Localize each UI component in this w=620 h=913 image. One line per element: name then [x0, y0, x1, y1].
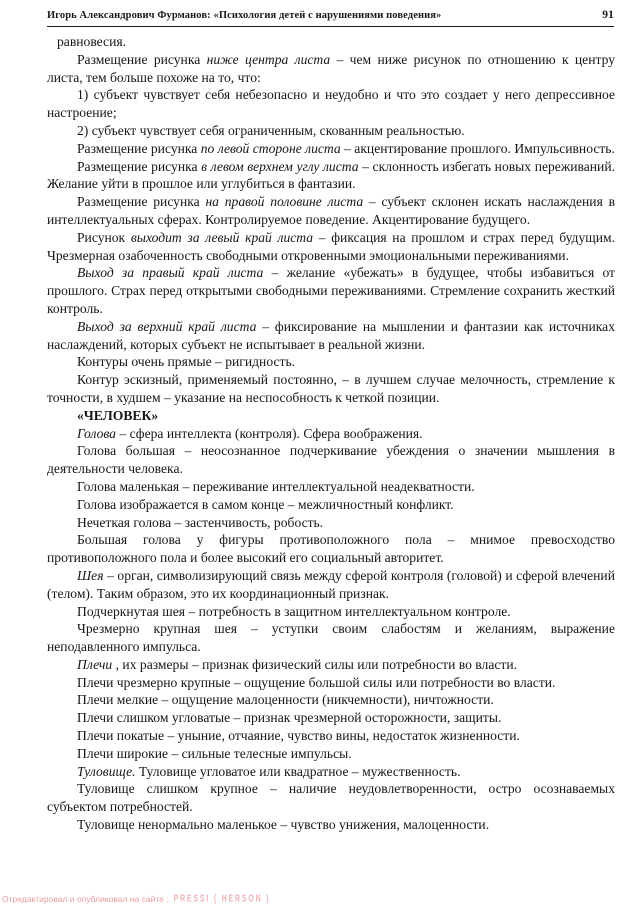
paragraph [47, 603, 615, 621]
text-run: – акцентирование прошлого. Импульсивность. [340, 140, 615, 156]
paragraph [47, 691, 615, 709]
text-run: Плечи чрезмерно крупные – ощущение большой силы или потребности во власти. [77, 674, 556, 690]
section-heading [47, 407, 615, 425]
text-run: Размещение рисунка [77, 51, 207, 67]
text-run: «ЧЕЛОВЕК» [77, 407, 159, 423]
paragraph [47, 478, 615, 496]
paragraph [47, 763, 615, 781]
text-run: – фиксация на прошлом и страх перед будущим. Чрезмерная озабоченность свободными откровенными эмоциональными переживаниями. [47, 229, 615, 263]
text-run: Голова маленькая – переживание интеллектуальной неадекватности. [77, 478, 475, 494]
text-run: Туловище ненормально маленькое – чувство унижения, малоценности. [77, 817, 490, 833]
text-run: 1) субъект чувствует себя небезопасно и неудобно и что это создает у него депрессивное настроение; [47, 87, 615, 121]
page-number: 91 [602, 9, 614, 21]
text-run: Большая голова у фигуры противоположного пола – мнимое превосходство противоположного пола и более высокий его социальный авторитет. [47, 532, 615, 566]
text-run: Туловище угловатое или квадратное – мужественность. [135, 763, 461, 779]
text-run: – чем ниже рисунок по отношению к центру листа, тем больше похоже на то, что: [47, 51, 616, 85]
paragraph [47, 425, 615, 443]
text-run: – склонность избегать новых переживаний. Желание уйти в прошлое или углубиться в фантазии. [47, 158, 615, 192]
paragraph [47, 264, 615, 317]
paragraph [47, 727, 615, 745]
text-run: на правой половине листа [205, 194, 364, 210]
text-run: – желание «убежать» в будущее, чтобы избавиться от прошлого. Страх перед открытыми свободными переживаниями. Стремление сохранить жесткий контроль. [47, 265, 615, 316]
text-run: по левой стороне листа [200, 140, 341, 156]
text-run: Туловище. [77, 763, 136, 779]
text-run: Плечи широкие – сильные телесные импульсы. [77, 745, 352, 761]
text-run: ниже центра листа [206, 51, 331, 67]
text-run: Подчеркнутая шея – потребность в защитном интеллектуальном контроле. [77, 603, 511, 619]
book-title: Игорь Александрович Фурманов: «Психология детей с нарушениями поведения» [47, 10, 442, 21]
text-run: – фиксирование на мышлении и фантазии как источниках наслаждений, которых субъект не испытывает в реальной жизни. [47, 318, 615, 352]
text-run: в левом верхнем углу листа [201, 158, 359, 174]
text-run: Плечи слишком угловатые – признак чрезмерной осторожности, защиты. [77, 710, 502, 726]
text-run: Чрезмерно крупная шея – уступки своим слабостям и желаниям, выражение неподавленного импульса. [47, 621, 615, 655]
text-run: 2) субъект чувствует себя ограниченным, скованным реальностью. [77, 122, 465, 138]
text-run: Контуры очень прямые – ригидность. [77, 354, 296, 370]
paragraph [47, 86, 615, 122]
text-run: Голова большая – неосознанное подчеркивание убеждения о значении мышления в деятельности человека. [47, 443, 615, 477]
paragraph [47, 816, 615, 834]
paragraph [47, 229, 615, 265]
paragraph [47, 656, 615, 674]
text-run: равновесия. [57, 34, 126, 49]
paragraph [47, 620, 615, 656]
paragraph [47, 514, 615, 532]
paragraph [47, 318, 615, 354]
paragraph [47, 567, 615, 603]
text-run: – сфера интеллекта (контроля). Сфера воображения. [115, 425, 423, 441]
text-run: Рисунок [77, 229, 131, 245]
text-run: Туловище слишком крупное – наличие неудовлетворенности, остро осознаваемых субъектом потребностей. [47, 781, 615, 815]
paragraph [47, 51, 615, 87]
page-header [47, 9, 614, 27]
text-run: Голова [77, 425, 116, 441]
page-body [47, 33, 615, 834]
paragraph [47, 353, 615, 371]
text-run: Нечеткая голова – застенчивость, робость. [77, 514, 324, 530]
paragraph [47, 745, 615, 763]
watermark-site: PRESSI ( HERSON ) [173, 893, 271, 905]
watermark-label: Отредактировал и опубликовал на сайте : [2, 894, 169, 904]
text-run: – субъект склонен искать наслаждения в интеллектуальных сферах. Контролируемое поведение. Акцентирование будущего. [47, 194, 615, 227]
text-run: выходит за левый край листа [130, 229, 314, 245]
text-run: Контур эскизный, применяемый постоянно, – в лучшем случае мелочность, стремление к точности, в худшем – указание на неспособность к четкой позиции. [47, 372, 615, 405]
text-run: Выход за правый край листа [77, 265, 264, 281]
text-run: Плечи [77, 656, 113, 672]
text-run: , их размеры – признак физический силы или потребности во власти. [112, 656, 518, 672]
text-run: Плечи мелкие – ощущение малоценности (никчемности), ничтожности. [77, 692, 494, 708]
text-run: Голова изображается в самом конце – межличностный конфликт. [77, 496, 454, 512]
text-run: Выход за верхний край листа [77, 318, 257, 334]
paragraph [47, 496, 615, 514]
paragraph [47, 193, 615, 229]
text-run: Шея [77, 567, 104, 583]
paragraph [47, 780, 615, 816]
paragraph [47, 371, 615, 407]
paragraph [47, 122, 615, 140]
text-run: Размещение рисунка [77, 140, 201, 156]
text-run: – орган, символизирующий связь между сферой контроля (головой) и сферой влечений (телом). Таким образом, это их координационный признак. [47, 567, 615, 601]
paragraph [47, 140, 615, 158]
paragraph [47, 158, 615, 194]
text-run: Плечи покатые – уныние, отчаяние, чувство вины, недостаток жизненности. [77, 728, 520, 744]
text-run: Размещение рисунка [77, 158, 202, 174]
paragraph [47, 442, 615, 478]
paragraph [47, 33, 615, 51]
paragraph [47, 709, 615, 727]
page-footer [2, 894, 270, 904]
paragraph [47, 674, 615, 692]
paragraph [47, 531, 615, 567]
text-run: Размещение рисунка [77, 194, 206, 210]
